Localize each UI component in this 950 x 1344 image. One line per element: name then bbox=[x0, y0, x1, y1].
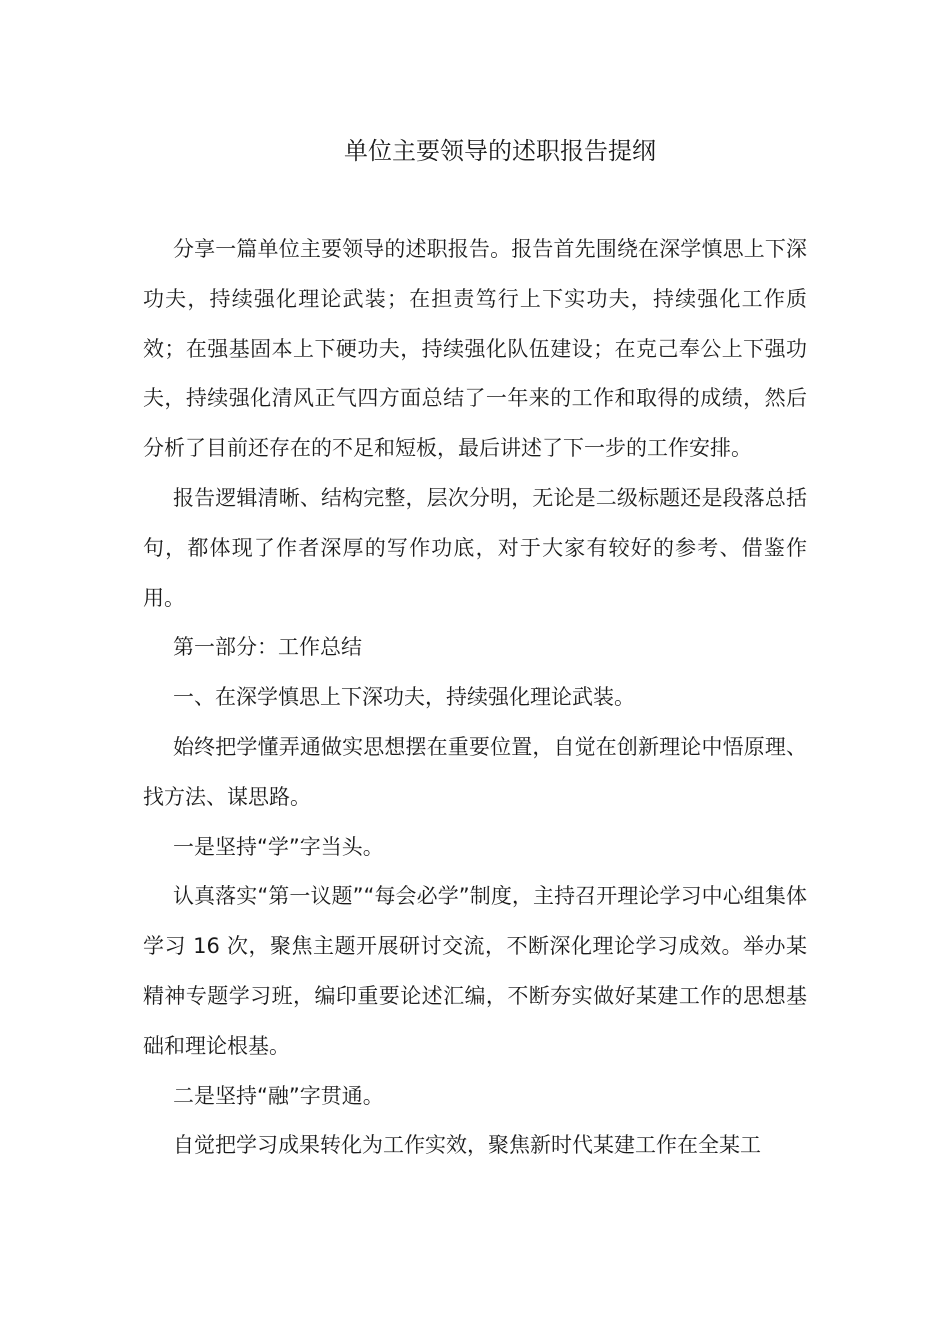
part-one-heading: 第一部分：工作总结 bbox=[173, 635, 362, 660]
section-one-summary: 始终把学懂弄通做实思想摆在重要位置，自觉在创新理论中悟原理、找方法、谋思路。 bbox=[143, 734, 807, 809]
intro-paragraph: 分享一篇单位主要领导的述职报告。报告首先围绕在深学慎思上下深功夫，持续强化理论武装；在担责笃行上下实功夫，持续强化工作质效；在强基固本上下硬功夫，持续强化队伍建设；在克己奉公上下强功夫，持续强化清风正气四方面总结了一年来的工作和取得的成绩，然后分析了目前还存在的不足和短板，最后讲述了下一步的工作安排。 bbox=[143, 237, 807, 461]
section-one-heading: 一、在深学慎思上下深功夫，持续强化理论武装。 bbox=[173, 685, 635, 710]
evaluation-paragraph: 报告逻辑清晰、结构完整，层次分明，无论是二级标题还是段落总括句，都体现了作者深厚的写作功底，对于大家有较好的参考、借鉴作用。 bbox=[143, 485, 807, 610]
point-two-heading: 二是坚持“融”字贯通。 bbox=[173, 1083, 384, 1108]
point-two-body: 自觉把学习成果转化为工作实效，聚焦新时代某建工作在全某工 bbox=[173, 1133, 761, 1158]
document-body bbox=[143, 225, 807, 1171]
point-one-body: 认真落实“第一议题”“每会必学”制度，主持召开理论学习中心组集体学习 16 次，聚焦主题开展研讨交流，不断深化理论学习成效。举办某精神专题学习班，编印重要论述汇编，不断夯实做好某建工作的思想基础和理论根基。 bbox=[143, 884, 807, 1058]
document-title: 单位主要领导的述职报告提纲 bbox=[344, 137, 656, 165]
point-one-heading: 一是坚持“学”字当头。 bbox=[173, 834, 384, 859]
